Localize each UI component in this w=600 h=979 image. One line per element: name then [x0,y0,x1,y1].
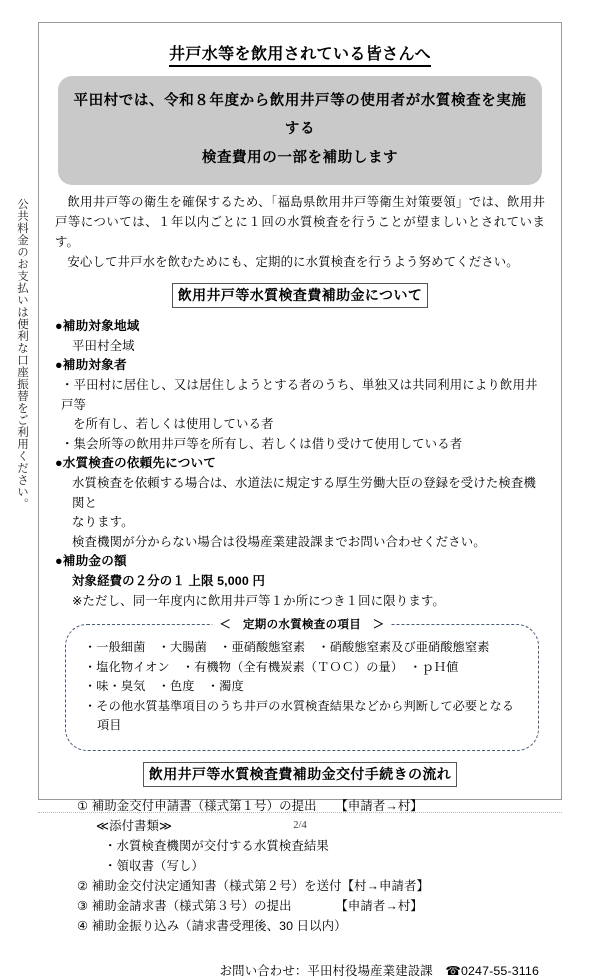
highlight-banner [58,76,542,185]
vertical-margin-note: 公共料金のお支払いは便利な口座振替をご利用ください。 [16,198,28,510]
section-heading-subsidy-label: 飲用井戸等水質検査費補助金について [172,283,429,308]
flow-step-3: ③ 補助金請求書（様式第３号）の提出 【申請者→村】 [77,899,423,914]
intro-paragraph-1: 飲用井戸等の衛生を確保するため、「福島県飲用井戸等衛生対策要領」では、飲用井戸等については、１年以内ごとに１回の水質検査を行うことが望ましいとされています。 [55,194,545,249]
block-target-area [55,317,545,356]
page-content [39,23,561,979]
block-subsidy-amount-note: ※ただし、同一年度内に飲用井戸等１か所につき１回に限ります。 [72,593,445,608]
section-heading-subsidy [55,283,545,308]
inspection-item-3: ・味・臭気 ・色度 ・濁度 [84,679,244,694]
flow-step-4: ④ 補助金振り込み（請求書受理後、30 日以内） [77,919,347,934]
flow-step-2: ② 補助金交付決定通知書（様式第２号）を送付【村→申請者】 [77,879,429,894]
intro-paragraph-2: 安心して井戸水を飲むためにも、定期的に水質検査を行うよう努めてください。 [67,255,519,270]
block-testing-agency [55,454,545,552]
block-eligible-persons-line-2: を所有し、若しくは使用している者 [73,417,274,432]
banner-line-1: 平田村では、令和８年度から飲用井戸等の使用者が水質検査を実施する [73,93,527,138]
block-testing-agency-head: ●水質検査の依頼先について [55,456,217,471]
flow-step-1: ① 補助金交付申請書（様式第１号）の提出 【申請者→村】 [77,798,423,813]
inspection-item-4: ・その他水質基準項目のうち井戸の水質検査結果などから判断して必要となる [84,698,515,713]
page-title-text: 井戸水等を飲用されている皆さんへ [169,46,431,67]
document-page-frame [38,22,562,978]
flow-attachments-label: ≪添付書類≫ [96,818,173,833]
block-subsidy-amount-head: ●補助金の額 [55,554,127,569]
block-target-area-line: 平田村全域 [72,338,135,353]
block-target-area-head: ●補助対象地域 [55,319,140,334]
block-eligible-persons [55,356,545,454]
page-number: 2/4 [293,820,307,831]
flow-attachment-1: ・水質検査機関が交付する水質検査結果 [104,839,329,854]
inspection-item-4-cont: 項目 [97,718,122,733]
banner-line-2: 検査費用の一部を補助します [201,149,399,166]
inspection-item-1: ・一般細菌 ・大腸菌 ・亜硝酸態窒素 ・硝酸態窒素及び亜硝酸態窒素 [84,640,490,655]
page-footer-rule [38,812,562,813]
inspection-items-box [65,619,539,751]
block-testing-agency-line-3: 検査機関が分からない場合は役場産業建設課までお問い合わせください。 [72,534,486,549]
block-eligible-persons-head: ●補助対象者 [55,358,127,373]
inspection-items-title: ＜ 定期の水質検査の項目 ＞ [212,616,391,632]
contact-line: お問い合わせ：平田村役場産業建設課 ☎0247-55-3116 [219,963,539,978]
page-title [55,41,545,64]
block-subsidy-amount-value: 対象経費の２分の１ 上限 5,000 円 [72,574,266,589]
block-subsidy-amount [55,552,545,611]
block-eligible-persons-line-1: ・平田村に居住し、又は居住しようとする者のうち、単独又は共同利用により飲用井戸等 [61,378,538,412]
block-eligible-persons-line-3: ・集会所等の飲用井戸等を所有し、若しくは借り受けて使用している者 [61,436,463,451]
block-testing-agency-line-1: 水質検査を依頼する場合は、水道法に規定する厚生労働大臣の登録を受けた検査機関と [72,476,537,510]
page-footer [38,812,562,833]
section-heading-procedure [55,762,545,787]
section-heading-procedure-label: 飲用井戸等水質検査費補助金交付手続きの流れ [143,762,457,787]
flow-attachment-2: ・領収書（写し） [104,859,204,874]
inspection-item-2: ・塩化物イオン ・有機物（全有機炭素（ＴＯＣ）の量） ・ｐＨ値 [84,659,459,674]
block-testing-agency-line-2: なります。 [72,515,134,530]
